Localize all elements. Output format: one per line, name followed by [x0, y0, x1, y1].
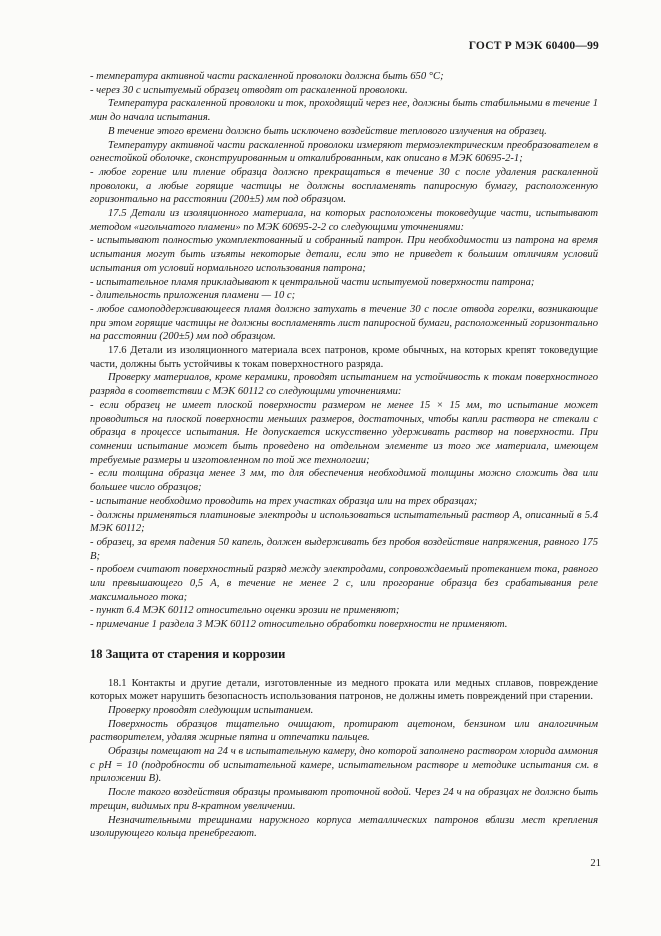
paragraph: - должны применяться платиновые электроды и использоваться испытательный раствор А, описанный в 5.4 МЭК 60112; [90, 509, 598, 535]
paragraph: - примечание 1 раздела 3 МЭК 60112 относительно обработки поверхности не применяют. [90, 619, 508, 631]
paragraph: - пункт 6.4 МЭК 60112 относительно оценки эрозии не применяют; [90, 605, 400, 617]
paragraph: - если толщина образца менее 3 мм, то для обеспечения необходимой толщины можно сложить два или большее число образцов; [90, 468, 598, 494]
document-body [90, 70, 598, 841]
paragraph: После такого воздействия образцы промывают проточной водой. Через 24 ч на образцах не должно быть трещин, видимых при 8-кратном увеличении. [90, 787, 598, 812]
paragraph: - длительность приложения пламени — 10 с; [90, 290, 296, 302]
paragraph: - если образец не имеет плоской поверхности размером не менее 15 × 15 мм, то испытание может проводиться на плоской поверхности меньших размеров, достаточных, чтобы капли раствора не стекали с образца в процессе испытания. Не допускается искусственно удерживать раствор на поверхности. При сомнении испытание может быть проведено на отдельном элементе из того же материала, имеющем требуемые размеры и изготовленном по той же технологии; [90, 399, 598, 466]
paragraph: - испытывают полностью укомплектованный и собранный патрон. При необходимости из патрона на время испытания могут быть изъяты некоторые детали, если это не приведет к большим отличиям условий испытания от условий нормального использования патрона; [90, 235, 598, 274]
paragraph: Проверку проводят следующим испытанием. [108, 704, 314, 716]
clause-17-5: 17.5 Детали из изоляционного материала, на которых расположены токоведущие части, испытывают методом «игольчатого пламени» по МЭК 60695-2-2 со следующими уточнениями: [90, 208, 598, 233]
clause-17-6: 17.6 Детали из изоляционного материала всех патронов, кроме обычных, на которых крепят токоведущие части, должны быть устойчивы к токам поверхностного разряда. [90, 345, 598, 370]
page-header-standard-title: ГОСТ Р МЭК 60400—99 [468, 40, 599, 52]
paragraph: - любое самоподдерживающееся пламя должно затухать в течение 30 с после отвода горелки, возникающие при этом горящие частицы не должны воспламенять лист папиросной бумаги, расположенный горизонтально на расстоянии (200±5) мм под образцом. [90, 303, 598, 343]
paragraph: - любое горение или тление образца должно прекращаться в течение 30 с после удаления раскаленной проволоки, а любые горящие частицы не должны воспламенять папиросную бумагу, расположенную горизонтально на расстоянии (200±5) мм под образцом. [90, 166, 598, 206]
paragraph: - испытание необходимо проводить на трех участках образца или на трех образцах; [90, 495, 478, 507]
paragraph: Образцы помещают на 24 ч в испытательную камеру, дно которой заполнено раствором хлорида аммония с pH = 10 (подробности об испытательной камере, испытательном растворе и методике испытания см. в приложении В). [90, 746, 598, 785]
paragraph: - испытательное пламя прикладывают к центральной части испытуемой поверхности патрона; [90, 276, 535, 288]
paragraph: Температура раскаленной проволоки и ток, проходящий через нее, должны быть стабильными в течение 1 мин до начала испытания. [90, 98, 598, 124]
paragraph: В течение этого времени должно быть исключено воздействие теплового излучения на образец. [108, 125, 547, 137]
clause-18-1: 18.1 Контакты и другие детали, изготовленные из медного проката или медных сплавов, повреждение которых может нарушить безопасность использования патронов, не должны иметь повреждений при старении. [90, 677, 598, 703]
section-heading-18: 18 Защита от старения и коррозии [90, 646, 286, 661]
paragraph: Проверку материалов, кроме керамики, проводят испытанием на устойчивость к токам поверхностного разряда в соответствии с МЭК 60112 со следующими уточнениями: [90, 372, 598, 398]
paragraph: - образец, за время падения 50 капель, должен выдерживать без пробоя воздействие напряжения, равного 175 В; [90, 536, 598, 562]
paragraph: Поверхность образцов тщательно очищают, протирают ацетоном, бензином или аналогичным растворителем, удаляя жирные пятна и отпечатки пальцев. [90, 718, 598, 744]
paragraph: - пробоем считают поверхностный разряд между электродами, сопровождаемый протеканием тока, равного или превышающего 0,5 А, в течение не менее 2 с, или прогорание образца без срабатывания реле максимального тока; [90, 564, 598, 603]
paragraph: - через 30 с испытуемый образец отводят от раскаленной проволоки. [90, 84, 408, 96]
paragraph: Температуру активной части раскаленной проволоки измеряют термоэлектрическим преобразователем в огнестойкой оболочке, сконструированным и откалиброванным, как описано в МЭК 60695-2-1; [90, 139, 598, 165]
page-number: 21 [590, 858, 601, 869]
paragraph: Незначительными трещинами наружного корпуса металлических патронов вблизи мест крепления изолирующего кольца пренебрегают. [90, 814, 598, 840]
paragraph: - температура активной части раскаленной проволоки должна быть 650 °С; [90, 71, 444, 82]
